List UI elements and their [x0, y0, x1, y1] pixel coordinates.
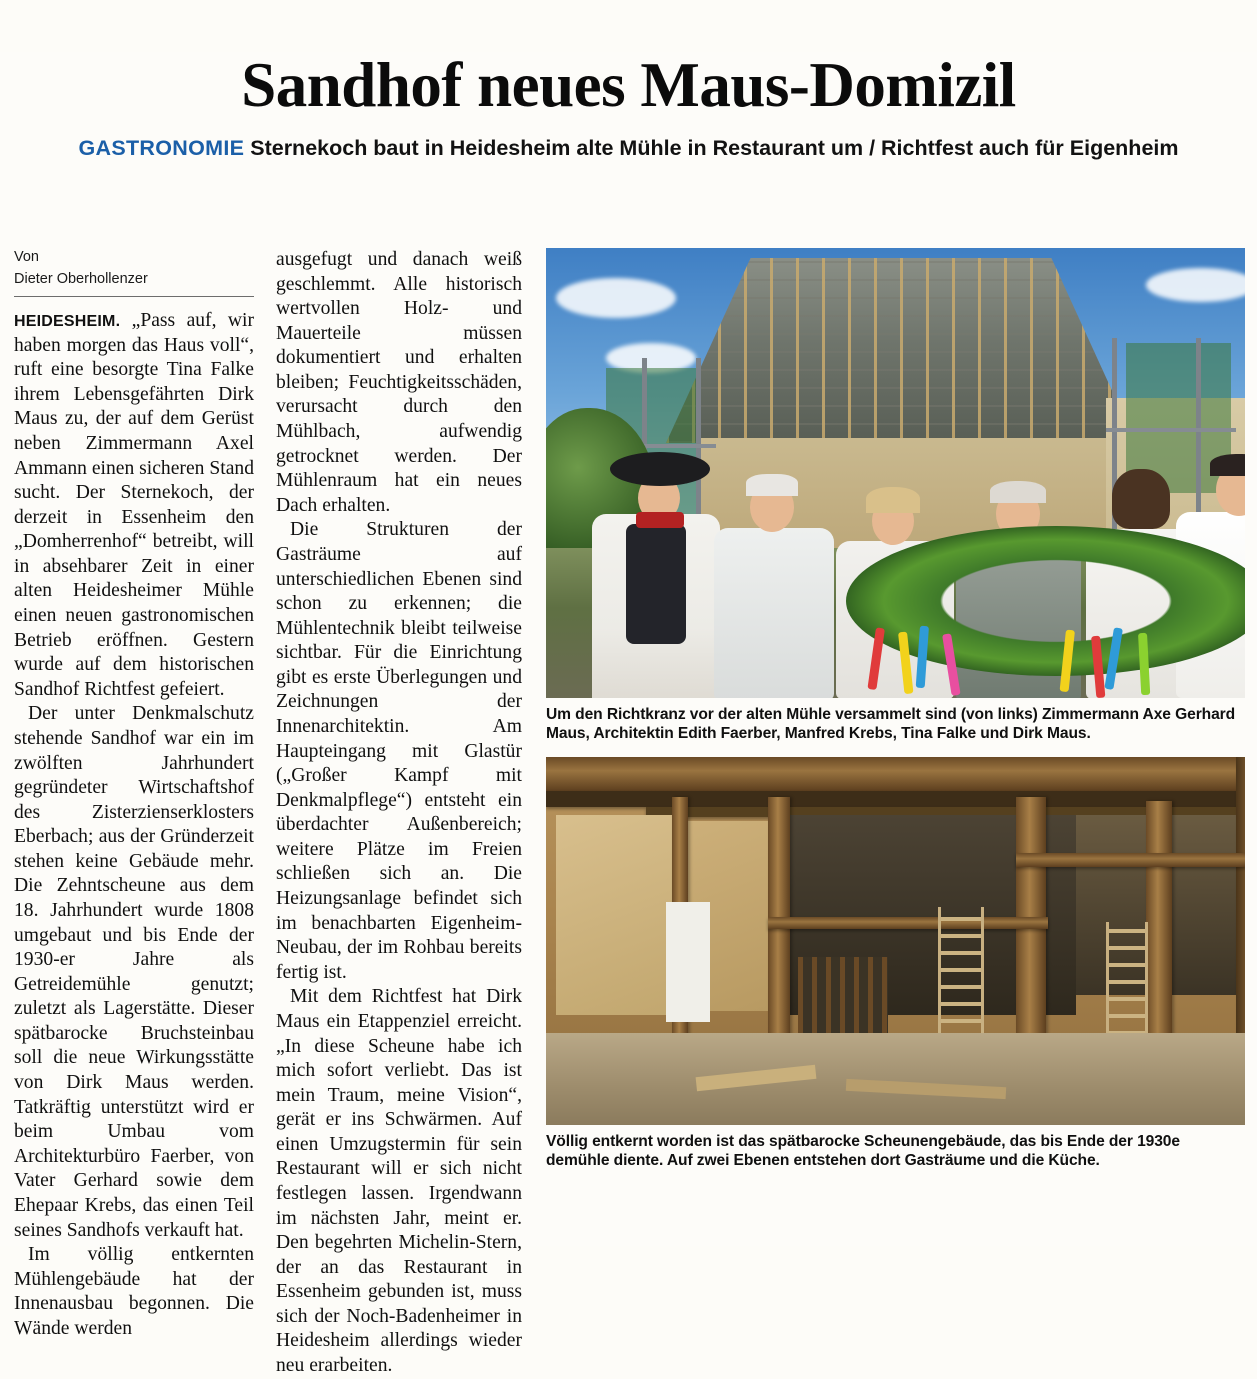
photo-caption: Um den Richtkranz vor der alten Mühle versammelt sind (von links) Zimmermann Axe Gerhard Maus, Architektin Edith Faerber, Manfred Krebs, Tina Falke und Dirk Maus.: [546, 706, 1236, 743]
neckerchief: [636, 512, 684, 528]
paragraph: Der unter Denkmalschutz stehende Sandhof war ein im zwölften Jahrhundert gegründeter Wirtschaftshof des Zisterzienserklosters Eberbach; aus der Gründerzeit stehen keine Gebäude mehr. Die Zehntscheune aus dem 18. Jahrhundert wurde 1808 umgebaut und bis Ende der 1930-er Jahre als Getreidemühle genutzt; zuletzt als Lagerstätte. Dieser spätbarocke Bruchsteinbau soll die neue Wirkungsstätte von Dirk Maus werden. Tatkräftig unterstützt wird er beim Umbau vom Architekturbüro Faerber, von Vater Gerhard sowie dem Ehepaar Krebs, das einen Teil seines Sandhofs verkauft hat.: [14, 703, 254, 1241]
dateline: HEIDESHEIM.: [14, 313, 121, 331]
paragraph-text: „Pass auf, wir haben morgen das Haus voll“, ruft eine besorgte Tina Falke ihrem Lebensgefährten Dirk Maus zu, der auf dem Gerüst neben Zimmermann Axel Ammann einen sicheren Stand sucht. Der Sternekoch, der derzeit in Essenheim den „Domherrenhof“ betreibt, will in absehbarer Zeit in einer alten Heidesheimer Mühle einen neuen gastronomischen Betrieb eröffnen. Gestern wurde auf dem historischen Sandhof Richtfest gefeiert.: [14, 310, 254, 700]
scheune-interior-photo: [546, 757, 1245, 1125]
section-kicker: GASTRONOMIE: [78, 136, 245, 161]
cross-beam: [768, 917, 1048, 929]
byline-author: Dieter Oberhollenzer: [14, 270, 148, 287]
hanging-cloth: [666, 902, 710, 1022]
page-title: Sandhof neues Maus-Domizil: [241, 50, 1016, 120]
text-column-2: [276, 248, 544, 1377]
subheadline: Sternekoch baut in Heidesheim alte Mühle in Restaurant um / Richtfest auch für Eigenheim: [250, 136, 1179, 161]
ceiling-shadow-beam: [546, 791, 1245, 807]
paragraph: ausgefugt und danach weiß geschlemmt. Alle historisch wertvollen Holz- und Mauerteile müssen dokumentiert und erhalten bleiben; Feuchtigkeitsschäden, verursacht durch den Mühlbach, aufwendig getrocknet werden. Der Mühlenraum hat ein neues Dach erhalten.: [276, 249, 522, 516]
vest: [626, 524, 686, 644]
cross-beam: [1016, 853, 1245, 867]
hair: [746, 474, 798, 496]
cloud: [556, 278, 676, 318]
article-body: [14, 248, 1245, 1377]
richtkranz-photo: [546, 248, 1245, 698]
person-zimmermann: [586, 438, 726, 698]
paragraph: Die Strukturen der Gasträume auf unterschiedlichen Ebenen sind schon zu erkennen; die Mühlentechnik bleibt teilweise sichtbar. Für die Einrichtung gibt es erste Überlegungen und Zeichnungen der Innenarchitektin. Am Haupteingang mit Glastür („Großer Kampf mit Denkmalpflege“) entsteht ein überdachter Außenbereich; weitere Plätze im Freien schließen sich an. Die Heizungsanlage befindet sich im benachbarten Eigenheim-Neubau, der im Rohbau bereits fertig ist.: [276, 519, 522, 983]
hair: [990, 481, 1046, 503]
text-column-1: [14, 248, 276, 1339]
wall-panel: [556, 815, 674, 1015]
paragraph: [14, 309, 254, 702]
subheadline-row: [0, 136, 1257, 162]
paragraph: Mit dem Richtfest hat Dirk Maus ein Etappenziel erreicht. „In diese Scheune habe ich mich sofort verliebt. Das ist mein Traum, meine Vision“, gerät er ins Schwärmen. Auf einen Umzugstermin für sein Restaurant will er sich nicht festlegen lassen. Irgendwann im nächsten Jahr, meint er. Den begehrten Michelin-Stern, der an das Restaurant in Essenheim gebunden ist, muss sich der Noch-Badenheimer in Heidesheim allerdings wieder neu erarbeiten.: [276, 986, 522, 1377]
hair: [866, 487, 920, 513]
hair: [1112, 469, 1170, 529]
byline-divider: [14, 296, 254, 297]
person-gerhard-maus: [714, 468, 834, 698]
cloud: [1146, 268, 1245, 302]
ceiling-beam: [546, 757, 1245, 791]
photo-caption: Völlig entkernt worden ist das spätbarocke Scheunengebäude, das bis Ende der 1930e demühle diente. Auf zwei Ebenen entstehen dort Gasträume und die Küche.: [546, 1132, 1180, 1170]
scaffold-rail: [1106, 428, 1236, 432]
paragraph: Im völlig entkernten Mühlengebäude hat der Innenausbau begonnen. Die Wände werden: [14, 1244, 254, 1339]
hat: [610, 452, 710, 486]
torso: [714, 528, 834, 698]
byline-label: Von: [14, 249, 39, 265]
floor: [546, 1033, 1245, 1125]
media-column: [544, 248, 1245, 1238]
hair: [1210, 454, 1245, 476]
newspaper-page: [0, 50, 1257, 1377]
